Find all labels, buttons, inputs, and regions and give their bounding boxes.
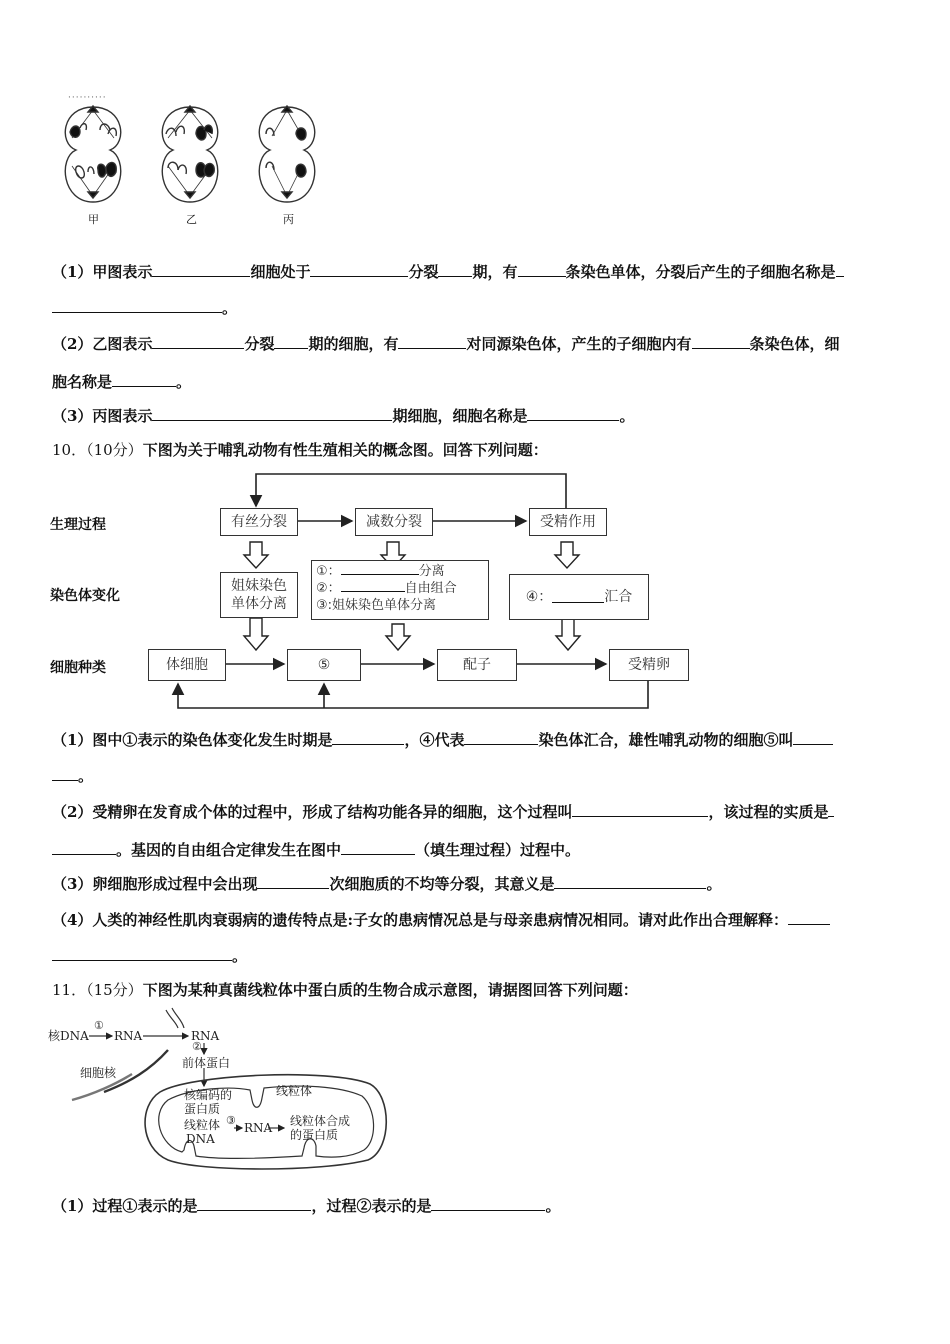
label-step2: ② bbox=[192, 1040, 202, 1053]
q9-part1-line2: 。 bbox=[52, 298, 237, 318]
label-step1: ① bbox=[94, 1019, 104, 1032]
label-nuclear-protein: 核编码的 蛋白质 bbox=[184, 1088, 233, 1116]
label-nucleus: 细胞核 bbox=[80, 1066, 117, 1080]
label-step3: ③ bbox=[226, 1114, 236, 1127]
cell-label-bing: 丙 bbox=[283, 213, 294, 226]
q9-part1-line1: （1）甲图表示 细胞处于 分裂 期，有 条染色单体，分裂后产生的子细胞名称是 bbox=[52, 262, 844, 282]
q9-part3: （3）丙图表示 期细胞，细胞名称是 。 bbox=[52, 407, 635, 425]
label-rna3: RNA bbox=[244, 1121, 273, 1135]
row-label-process: 生理过程 bbox=[50, 517, 106, 533]
change-mitosis: 姐妹染色 单体分离 bbox=[220, 572, 298, 618]
process-meiosis: 减数分裂 bbox=[355, 508, 433, 536]
q10-part2-line1: （2）受精卵在发育成个体的过程中，形成了结构功能各异的细胞，这个过程叫 ，该过程的实质是 bbox=[52, 802, 834, 822]
q10-part4-line1: （4）人类的神经性肌肉衰弱病的遗传特点是:子女的患病情况总是与母亲患病情况相同。请对此作出合理解释： bbox=[52, 910, 830, 930]
cell-label-yi: 乙 bbox=[186, 213, 197, 226]
label-mtdna: 线粒体 DNA bbox=[184, 1118, 221, 1146]
process-mitosis: 有丝分裂 bbox=[220, 508, 298, 536]
cell-gamete: 配子 bbox=[437, 649, 517, 681]
q11-part1: （1）过程①表示的是 ，过程②表示的是 。 bbox=[52, 1197, 561, 1215]
label-mito-protein: 线粒体合成 的蛋白质 bbox=[290, 1114, 351, 1142]
q9-part2-line1: （2）乙图表示 分裂 期的细胞，有 对同源染色体，产生的子细胞内有 条染色体，细 bbox=[52, 335, 840, 353]
q10-part3: （3）卵细胞形成过程中会出现 次细胞质的不均等分裂，其意义是 。 bbox=[52, 875, 722, 893]
label-mitochondrion: 线粒体 bbox=[276, 1084, 313, 1098]
row-label-cell-type: 细胞种类 bbox=[50, 660, 106, 676]
change-meiosis: ①： 分离 ②： 自由组合 ③:姐妹染色单体分离 bbox=[311, 560, 489, 620]
label-precursor: 前体蛋白 bbox=[182, 1056, 231, 1070]
row-label-chromosome: 染色体变化 bbox=[50, 588, 120, 604]
cell-five: ⑤ bbox=[287, 649, 361, 681]
q10-stem: 10．（10分）下图为关于哺乳动物有性生殖相关的概念图。回答下列问题： bbox=[52, 441, 548, 459]
label-rna2: RNA bbox=[191, 1029, 220, 1043]
q10-part2-line2: 。基因的自由组合定律发生在图中 （填生理过程）过程中。 bbox=[52, 840, 580, 860]
q10-part1-line1: （1）图中①表示的染色体变化发生时期是 ，④代表 染色体汇合，雄性哺乳动物的细胞⑤叫 bbox=[52, 730, 833, 750]
top-dots: ·········· bbox=[68, 93, 107, 103]
cell-somatic: 体细胞 bbox=[148, 649, 226, 681]
process-fertilization: 受精作用 bbox=[529, 508, 607, 536]
q11-stem: 11．（15分）下图为某种真菌线粒体中蛋白质的生物合成示意图，请据图回答下列问题： bbox=[52, 981, 638, 999]
cell-label-jia: 甲 bbox=[88, 213, 99, 226]
q10-part1-line2: 。 bbox=[52, 766, 93, 786]
q9-part2-line2: 胞名称是 。 bbox=[52, 373, 192, 391]
label-rna1: RNA bbox=[114, 1029, 143, 1043]
q10-part4-line2: 。 bbox=[52, 946, 247, 966]
label-nuclear-dna: 核DNA bbox=[48, 1029, 89, 1043]
cell-zygote: 受精卵 bbox=[609, 649, 689, 681]
change-fertilization: ④： 汇合 bbox=[509, 574, 649, 620]
